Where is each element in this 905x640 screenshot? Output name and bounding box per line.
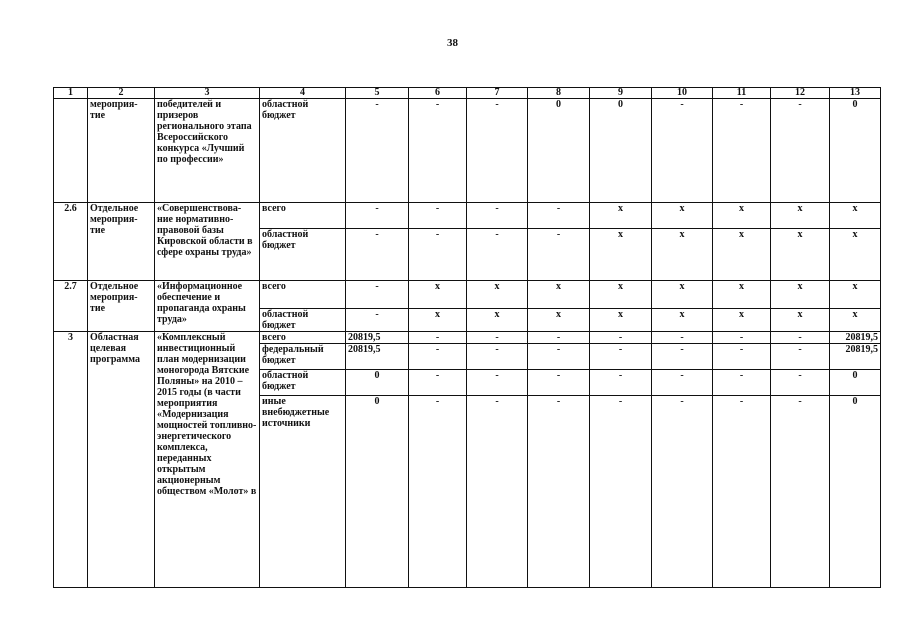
value-cell: х: [590, 281, 652, 309]
event-type: мероприя- тие: [88, 99, 155, 203]
funding-source: всего: [260, 203, 346, 229]
table-row: [54, 332, 881, 344]
value-cell: х: [652, 229, 713, 281]
value-cell: -: [590, 332, 652, 344]
value-cell: -: [409, 99, 467, 203]
value-cell: х: [830, 309, 881, 332]
value-cell: -: [771, 332, 830, 344]
header-cell: 10: [652, 88, 713, 99]
value-cell: х: [590, 203, 652, 229]
funding-source: федеральный бюджет: [260, 344, 346, 370]
value-cell: х: [467, 281, 528, 309]
value-cell: х: [830, 281, 881, 309]
value-cell: х: [590, 229, 652, 281]
header-cell: 9: [590, 88, 652, 99]
row-number: [54, 99, 88, 203]
event-type: Отдельное мероприя- тие: [88, 203, 155, 281]
value-cell: 0: [830, 370, 881, 396]
event-description: победителей и призеров регионального этапа Всероссийского конкурса «Лучший по профессии»: [155, 99, 260, 203]
header-cell: 7: [467, 88, 528, 99]
value-cell: х: [652, 203, 713, 229]
value-cell: -: [771, 99, 830, 203]
header-cell: 3: [155, 88, 260, 99]
value-cell: -: [346, 99, 409, 203]
value-cell: -: [528, 396, 590, 588]
funding-source: областной бюджет: [260, 309, 346, 332]
row-number: 2.7: [54, 281, 88, 332]
header-cell: 1: [54, 88, 88, 99]
header-cell: 6: [409, 88, 467, 99]
value-cell: х: [771, 229, 830, 281]
header-cell: 13: [830, 88, 881, 99]
value-cell: х: [652, 281, 713, 309]
value-cell: -: [467, 229, 528, 281]
value-cell: х: [528, 281, 590, 309]
value-cell: -: [771, 396, 830, 588]
header-cell: 2: [88, 88, 155, 99]
value-cell: -: [652, 332, 713, 344]
funding-source: всего: [260, 332, 346, 344]
event-description: «Информационное обеспечение и пропаганда охраны труда»: [155, 281, 260, 332]
value-cell: х: [652, 309, 713, 332]
value-cell: х: [467, 309, 528, 332]
funding-source: областной бюджет: [260, 370, 346, 396]
value-cell: -: [590, 344, 652, 370]
value-cell: -: [652, 396, 713, 588]
value-cell: -: [467, 203, 528, 229]
value-cell: х: [771, 309, 830, 332]
value-cell: -: [528, 203, 590, 229]
value-cell: -: [713, 99, 771, 203]
value-cell: х: [528, 309, 590, 332]
value-cell: х: [590, 309, 652, 332]
event-type: Отдельное мероприя- тие: [88, 281, 155, 332]
row-number: 3: [54, 332, 88, 588]
value-cell: -: [467, 370, 528, 396]
value-cell: 0: [346, 396, 409, 588]
row-number: 2.6: [54, 203, 88, 281]
value-cell: 0: [590, 99, 652, 203]
header-cell: 5: [346, 88, 409, 99]
value-cell: -: [652, 370, 713, 396]
value-cell: -: [409, 203, 467, 229]
value-cell: х: [771, 203, 830, 229]
event-type: Областная целевая программа: [88, 332, 155, 588]
value-cell: -: [409, 370, 467, 396]
value-cell: -: [467, 332, 528, 344]
value-cell: х: [830, 203, 881, 229]
value-cell: -: [590, 370, 652, 396]
value-cell: -: [713, 370, 771, 396]
table-row: [54, 99, 881, 203]
value-cell: 0: [830, 396, 881, 588]
value-cell: х: [830, 229, 881, 281]
funding-source: иные внебюджетные источники: [260, 396, 346, 588]
header-cell: 11: [713, 88, 771, 99]
value-cell: -: [528, 332, 590, 344]
value-cell: -: [467, 99, 528, 203]
value-cell: 20819,5: [346, 332, 409, 344]
value-cell: х: [771, 281, 830, 309]
funding-source: областной бюджет: [260, 229, 346, 281]
value-cell: -: [590, 396, 652, 588]
value-cell: х: [713, 229, 771, 281]
funding-source: всего: [260, 281, 346, 309]
value-cell: -: [409, 229, 467, 281]
value-cell: -: [528, 344, 590, 370]
event-description: «Совершенствова- ние нормативно-правовой базы Кировской области в сфере охраны труда»: [155, 203, 260, 281]
value-cell: х: [713, 309, 771, 332]
value-cell: х: [409, 309, 467, 332]
value-cell: -: [346, 281, 409, 309]
page-number: 38: [447, 37, 458, 49]
value-cell: -: [409, 344, 467, 370]
header-cell: 12: [771, 88, 830, 99]
value-cell: -: [713, 344, 771, 370]
value-cell: -: [346, 309, 409, 332]
value-cell: 0: [346, 370, 409, 396]
value-cell: 20819,5: [830, 344, 881, 370]
table-row: [54, 203, 881, 229]
value-cell: -: [346, 203, 409, 229]
value-cell: 20819,5: [346, 344, 409, 370]
value-cell: -: [771, 344, 830, 370]
table-body: [54, 99, 881, 588]
value-cell: х: [713, 281, 771, 309]
value-cell: -: [409, 396, 467, 588]
value-cell: -: [467, 344, 528, 370]
value-cell: -: [528, 370, 590, 396]
value-cell: -: [409, 332, 467, 344]
funding-source: областной бюджет: [260, 99, 346, 203]
value-cell: -: [713, 332, 771, 344]
value-cell: х: [409, 281, 467, 309]
value-cell: -: [652, 344, 713, 370]
header-cell: 4: [260, 88, 346, 99]
value-cell: 20819,5: [830, 332, 881, 344]
event-description: «Комплексный инвестиционный план модернизации моногорода Вятские Поляны» на 2010 – 2015 годы (в части мероприятия «Модернизация мощностей топливно-энергетического комплекса, переданных открытым акционерным обществом «Молот» в: [155, 332, 260, 588]
value-cell: -: [346, 229, 409, 281]
value-cell: -: [713, 396, 771, 588]
budget-table: [53, 87, 881, 588]
value-cell: -: [652, 99, 713, 203]
header-cell: 8: [528, 88, 590, 99]
value-cell: -: [771, 370, 830, 396]
value-cell: 0: [528, 99, 590, 203]
value-cell: -: [467, 396, 528, 588]
value-cell: х: [713, 203, 771, 229]
header-row: [54, 88, 881, 99]
value-cell: 0: [830, 99, 881, 203]
table-row: [54, 281, 881, 309]
value-cell: -: [528, 229, 590, 281]
